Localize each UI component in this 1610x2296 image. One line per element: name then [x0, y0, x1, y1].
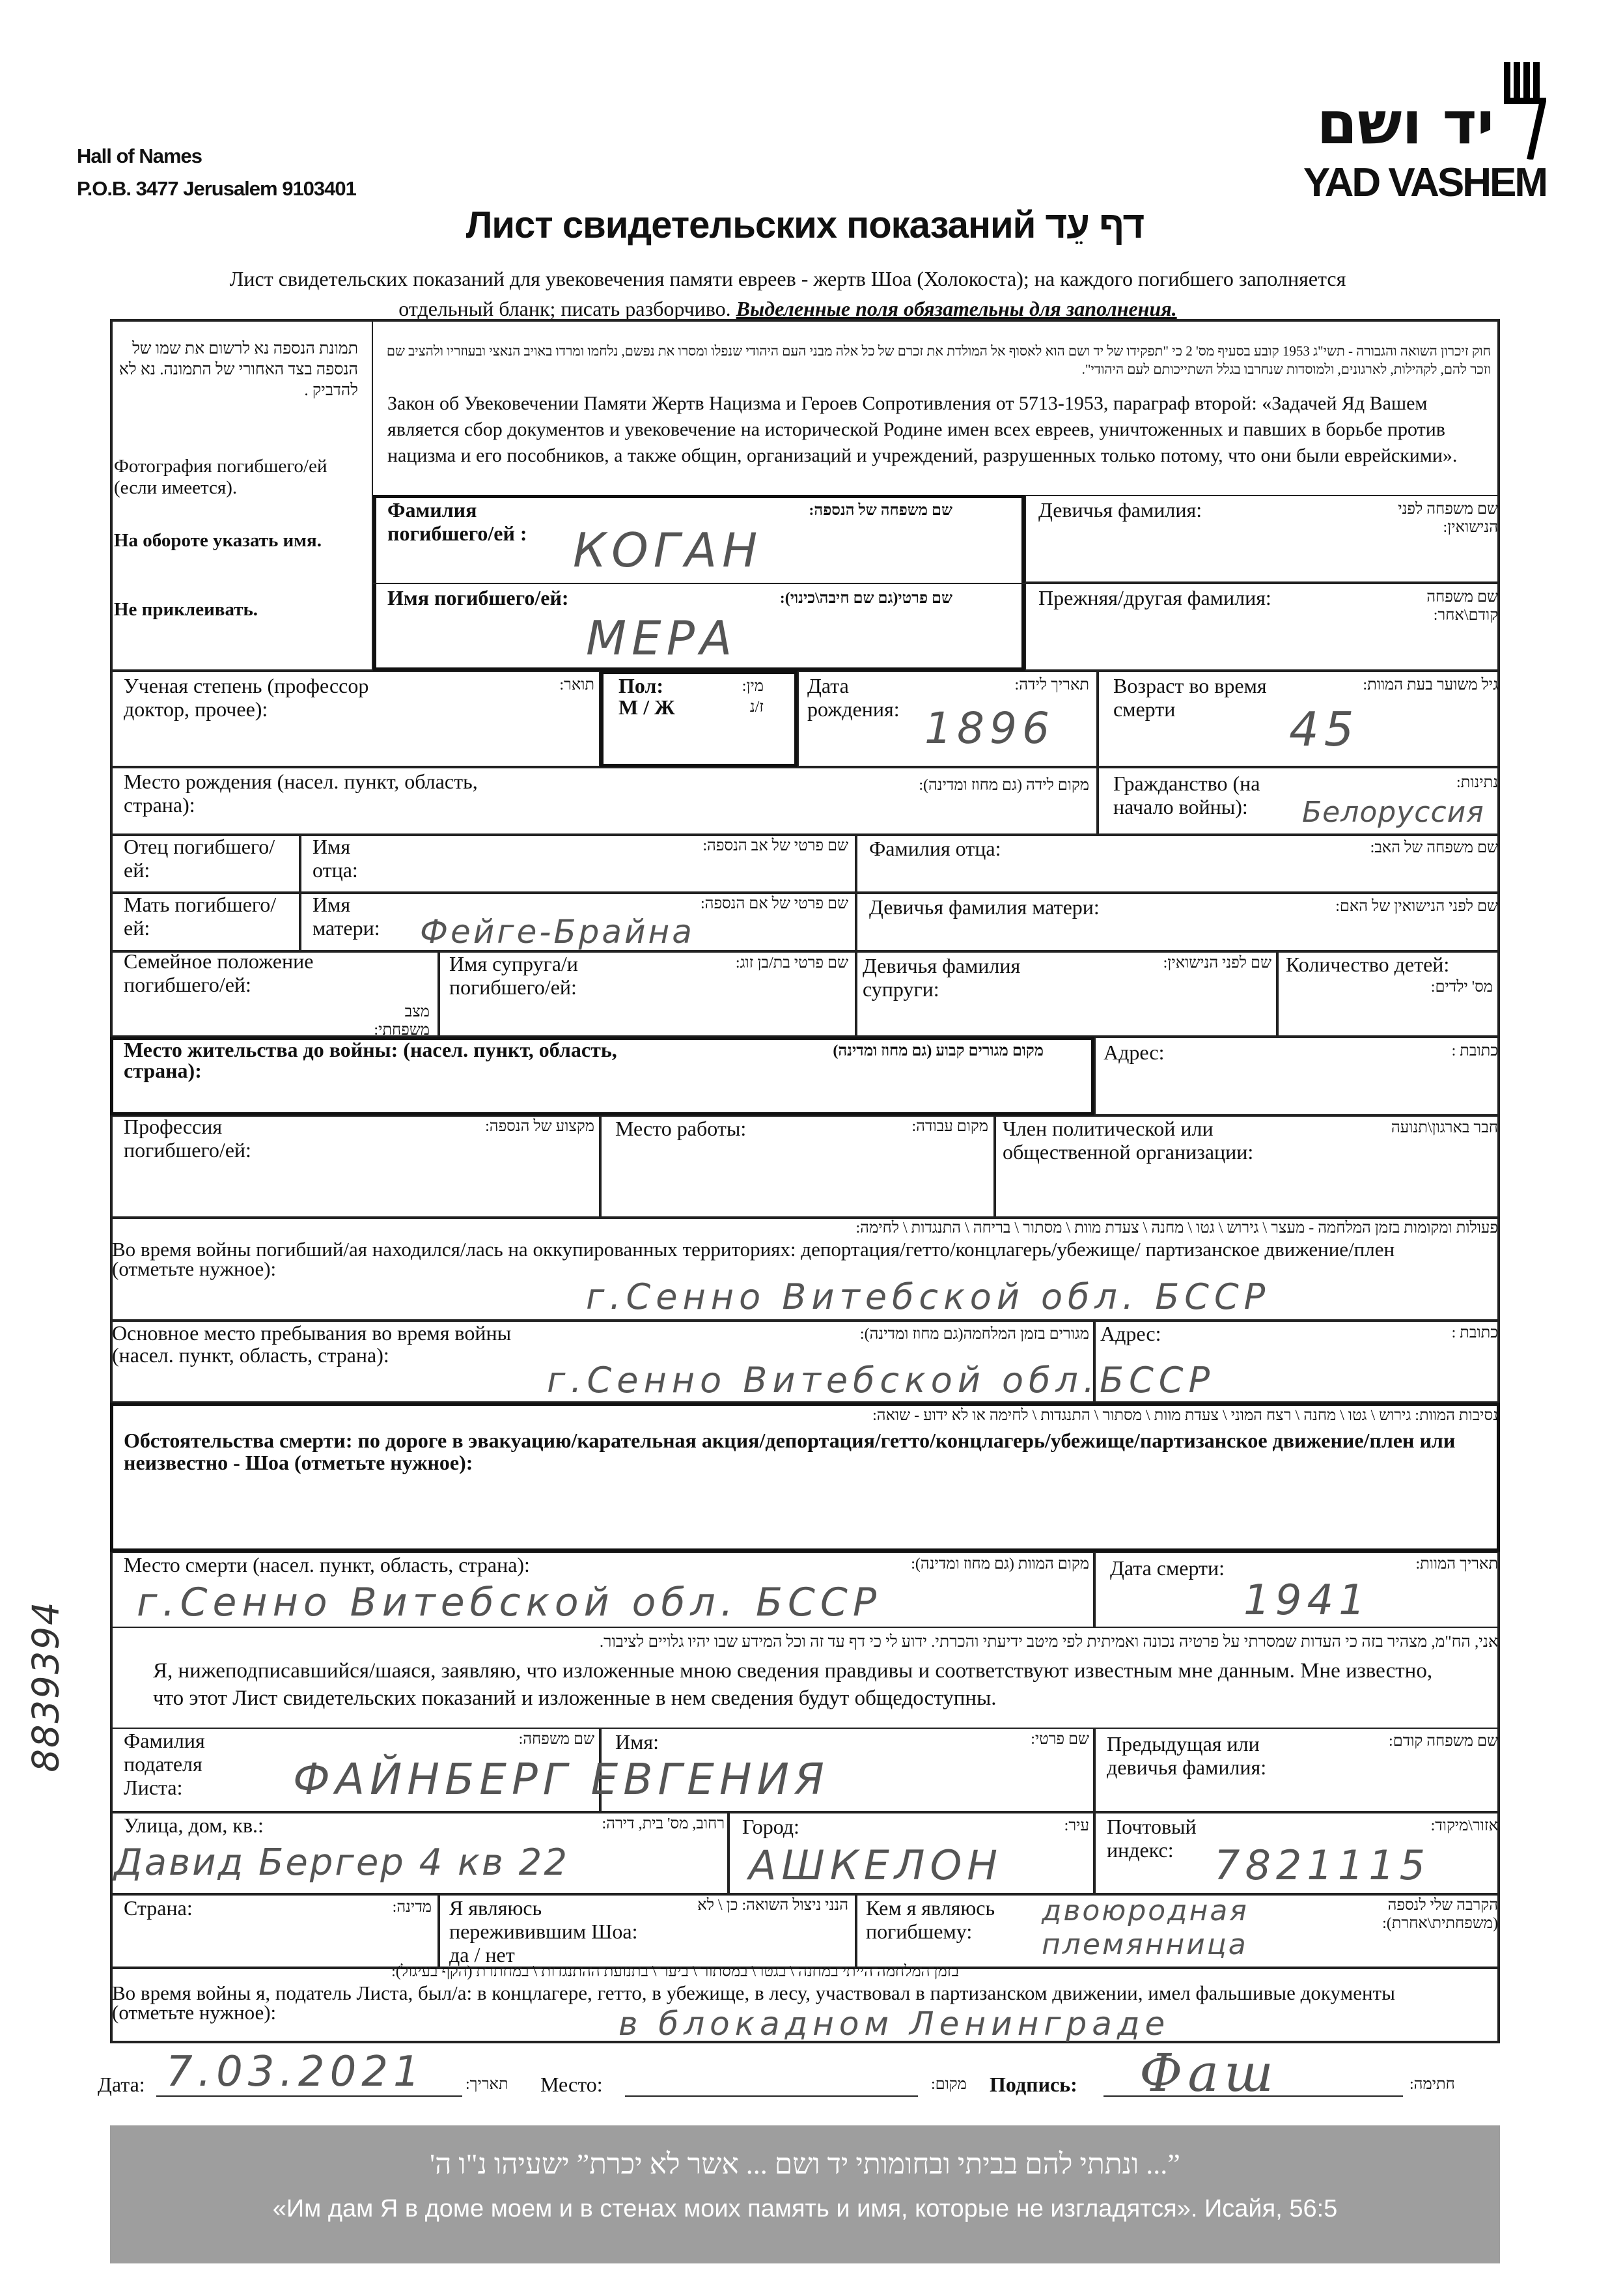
country-hebrew: מדינה: — [392, 1899, 432, 1916]
name-value[interactable]: МЕРА — [586, 611, 738, 665]
logo-hebrew: יד ושם — [1316, 89, 1494, 158]
father-surname-hebrew: שם משפחה של האב: — [1370, 839, 1498, 856]
father-name-label: Имя отца: — [312, 835, 358, 882]
date-label: Дата: — [98, 2073, 145, 2096]
workplace-hebrew: מקום עבודה: — [911, 1118, 988, 1135]
submitter-prev-label: Предыдущая или девичья фамилия: — [1107, 1732, 1267, 1779]
war-main-place-hebrew: מגורים בזמן המלחמה(גם מחוז ומדינה): — [859, 1326, 1089, 1343]
citizenship-hebrew: נתינות: — [1456, 774, 1498, 791]
relation-label: Кем я являюсь погибшему: — [866, 1896, 995, 1943]
workplace-label: Место работы: — [615, 1117, 747, 1140]
quote-hebrew: ”... ונתתי להם בביתי ובחומותי יד ושם ... אשר לא יכרת” ישעיהו נ"ו ה' — [430, 2148, 1180, 2180]
mother-maiden-hebrew: שם לפני הנישואין של האם: — [1335, 898, 1498, 915]
relation-value-line1[interactable]: двоюродная — [1042, 1894, 1249, 1927]
sex-hebrew: מין: — [742, 678, 764, 695]
street-label: Улица, дом, кв.: — [124, 1813, 264, 1837]
country-label: Страна: — [124, 1896, 193, 1920]
relation-value-line2[interactable]: племянница — [1042, 1928, 1248, 1961]
dob-value[interactable]: 1896 — [924, 703, 1055, 753]
signature: Фаш — [1139, 2043, 1279, 2103]
sex-hebrew-options: ז/נ — [749, 699, 764, 716]
spouse-maiden-hebrew: שם לפני הנישואין: — [1163, 955, 1271, 972]
residence-label: Место жительства до войны: (насел. пункт, область, страна): — [124, 1038, 617, 1082]
membership-label: Член политической или общественной организации: — [1003, 1117, 1254, 1164]
name-hebrew: שם פרטי(גם שם חיבה\כינוי): — [779, 590, 952, 607]
law-russian: Закон об Увековечении Памяти Жертв Нацизма и Героев Сопротивления от 5713-1953, параграф второй: «Задачей Яд Вашем является сбор документов и увековечение на исторической Родине имен всех евреев, уничтоженных и павших в борьбе против нацизма и его пособников, а также общин, организаций и учреждений, разрушенных только потому, что они были еврейскими». — [387, 393, 1458, 466]
surname-label: Фамилия погибшего/ей : — [387, 498, 527, 545]
citizenship-label: Гражданство (на начало войны): — [1113, 772, 1260, 819]
org-address: P.O.B. 3477 Jerusalem 9103401 — [77, 177, 356, 200]
marital-label: Семейное положение погибшего/ей: — [124, 949, 314, 996]
street-hebrew: רחוב, מס' בית, דירה: — [602, 1815, 725, 1832]
death-place-hebrew: מקום המוות (גם מחוז ומדינה): — [911, 1556, 1089, 1573]
submitter-surname-label: Фамилия подателя Листа: — [124, 1729, 205, 1799]
age-value[interactable]: 45 — [1289, 702, 1359, 757]
spouse-hebrew: שם פרטי בת/בן זוג: — [735, 955, 848, 972]
spouse-maiden-label: Девичья фамилия супруги: — [863, 954, 1021, 1001]
father-name-hebrew: שם פרטי של אב הנספה: — [702, 837, 848, 854]
membership-hebrew: חבר בארגון\תנועה — [1391, 1119, 1498, 1136]
father-label: Отец погибшего/ей: — [124, 835, 275, 882]
death-place-value[interactable]: г.Сенно Витебской обл. БССР — [137, 1580, 882, 1625]
war-activities-label: Во время войны погибший/ая находился/лась на оккупированных территориях: депортация/гетто/концлагерь/убежище/ партизанское движение/плен (отметьте нужное): — [112, 1238, 1395, 1280]
war-activities-hebrew: פעולות ומקומות בזמן המלחמה - מעצר \ גירוש \ גטו \ מחנה \ צעדת מוות \ מסתור \ בריחה \ התנגדות \ לחימה: — [855, 1220, 1498, 1237]
mother-name-label: Имя матери: — [312, 893, 380, 940]
residence-address-label: Адрес: — [1103, 1041, 1165, 1064]
logo-latin: YAD VASHEM — [1303, 160, 1546, 205]
surname-hebrew: שם משפחה של הנספה: — [809, 502, 952, 519]
survivor-hebrew: הנני ניצול השואה: כן \ לא — [697, 1897, 848, 1914]
spouse-label: Имя супруга/и погибшего/ей: — [449, 952, 578, 999]
degree-label: Ученая степень (профессор доктор, прочее): — [124, 674, 369, 721]
photo-label: Фотография погибшего/ей (если имеется). — [114, 456, 327, 498]
intro-body: Лист свидетельских показаний для увековечения памяти евреев - жертв Шоа (Холокоста); на каждого погибшего заполняется отдельный бланк; писать разборчиво. — [229, 267, 1346, 320]
relation-hebrew: הקרבה שלי לנספה (משפחתית\אחרת): — [1382, 1897, 1498, 1932]
death-circumstances-field[interactable] — [110, 1403, 1500, 1552]
submitter-war-value[interactable]: в блокадном Ленинграде — [618, 2005, 1171, 2043]
death-date-hebrew: תאריך המוות: — [1415, 1556, 1498, 1573]
place-label: Место: — [540, 2073, 603, 2096]
war-address-hebrew: כתובת : — [1451, 1324, 1498, 1341]
name-label: Имя погибшего/ей: — [387, 586, 569, 609]
zip-label: Почтовый индекс: — [1107, 1815, 1197, 1862]
intro-text — [221, 264, 1354, 324]
quote-banner — [110, 2125, 1500, 2263]
date-hebrew: תאריך: — [465, 2076, 508, 2093]
citizenship-value[interactable]: Белоруссия — [1302, 796, 1484, 829]
flame-icon — [1501, 62, 1546, 160]
death-circumstances-label: Обстоятельства смерти: по дороге в эвакуацию/карательная акция/депортация/гетто/концлагерь/убежище/партизанское движение/плен или неизвестно - Шоа (отметьте нужное): — [124, 1429, 1456, 1474]
submitter-name-label: Имя: — [615, 1730, 659, 1754]
father-surname-label: Фамилия отца: — [869, 837, 1001, 860]
other-name-hebrew: שם משפחה קודם\אחר: — [1426, 589, 1498, 624]
place-hebrew: מקום: — [931, 2076, 967, 2093]
death-circumstances-hebrew: נסיבות המוות: גירוש \ גטו \ מחנה \ רצח המוני \ צעדת מוות \ מסתור \ התנגדות \ לחימה או לא ידוע - שואה: — [872, 1407, 1498, 1424]
signature-label: Подпись: — [990, 2073, 1077, 2096]
maiden-hebrew: שם משפחה לפני הנישואין: — [1398, 501, 1498, 536]
maiden-label: Девичья фамилия: — [1038, 498, 1202, 522]
submitter-prev-hebrew: שם משפחה קודם: — [1389, 1733, 1498, 1750]
survivor-label: Я являюсь переживившим Шоа: да / нет — [449, 1896, 638, 1967]
law-hebrew: חוק זיכרון השואה והגבורה - תשי"ג 1953 קובע בסעיף מס' 2 כי "תפקידו של יד ושם הוא לאסוף אל המולדת את זכרם של כל אלה מבני העם היהודי שנפלו ומסרו את נפשם, נלחמו ומרדו באויב הנאצי ובעוזריו ולהציב שם וזכר להם, לקהילות, לארגונים, ולמוסדות שנחרבו בגלל השתייכותם לעם היהודי". — [386, 343, 1491, 377]
declaration-hebrew: אני, הח"מ, מצהיר בזה כי העדות שמסרתי על פרטיה נכונה ואמיתית לפי מיטב ידיעתי והכרתי. ידוע לי כי דף עד זה וכל המידע שבו יהיו גלויים לציבור. — [599, 1633, 1498, 1651]
street-value[interactable]: Давид Бергер 4 кв 22 — [114, 1841, 569, 1884]
birthplace-label: Место рождения (насел. пункт, область, страна): — [124, 770, 478, 817]
photo-note-hebrew: תמונת הנספה נא לרשום את שמו של הנספה בצד האחורי של התמונה. נא לא להדביק . — [118, 340, 358, 399]
mother-maiden-label: Девичья фамилия матери: — [869, 895, 1100, 919]
sex-label: Пол: — [618, 674, 664, 697]
submitter-name-hebrew: שם פרטי: — [1031, 1731, 1089, 1748]
surname-value[interactable]: КОГАН — [573, 523, 763, 578]
city-label: Город: — [742, 1815, 799, 1838]
zip-value[interactable]: 7821115 — [1214, 1841, 1431, 1889]
submitter-full-name[interactable]: ФАЙНБЕРГ ЕВГЕНИЯ — [293, 1754, 829, 1804]
mother-label: Мать погибшего/ей: — [124, 893, 277, 940]
war-address-label: Адрес: — [1100, 1322, 1161, 1345]
zip-hebrew: אזור\מיקוד: — [1430, 1817, 1498, 1834]
degree-hebrew: תואר: — [559, 677, 594, 693]
death-date-label: Дата смерти: — [1110, 1556, 1225, 1580]
death-place-label: Место смерти (насел. пункт, область, страна): — [124, 1553, 530, 1576]
dob-hebrew: תאריך לידה: — [1014, 677, 1089, 693]
mother-name-value[interactable]: Фейге-Брайна — [420, 913, 695, 951]
page-title: Лист свидетельских показаний דף עֵד — [465, 204, 1145, 246]
other-name-label: Прежняя/другая фамилия: — [1038, 586, 1271, 609]
city-hebrew: עיר: — [1064, 1817, 1089, 1834]
submitter-surname-hebrew: שם משפחה: — [518, 1731, 594, 1748]
mother-name-hebrew: שם פרטי של אם הנספה: — [700, 895, 848, 912]
children-hebrew: מס' ילדים: — [1430, 979, 1493, 996]
submitter-war-label: Во время войны я, податель Листа, был/а: в концлагере, гетто, в убежище, в лесу, участвовал в партизанском движении, имел фальшивые документы (отметьте нужное): — [112, 1981, 1395, 2024]
declaration-text: Я, нижеподписавшийся/шаяся, заявляю, что изложенные мною сведения правдивы и соответствуют известным мне данным. Мне известно, что этот Лист свидетельских показаний и изложенные в нем сведения будут общедоступны. — [153, 1659, 1433, 1710]
age-label: Возраст во время смерти — [1113, 674, 1267, 721]
side-reference-number: 8839394 — [25, 1601, 68, 1772]
age-hebrew: גיל משוער בעת המוות: — [1363, 677, 1498, 693]
photo-note-name: На обороте указать имя. — [114, 530, 322, 551]
residence-hebrew: מקום מגורים קבוע (גם מחוז ומדינה) — [833, 1043, 1044, 1059]
divider — [373, 583, 1025, 584]
dob-label: Дата рождения: — [807, 674, 900, 721]
profession-label: Профессия погибшего/ей: — [124, 1115, 251, 1162]
children-label: Количество детей: — [1286, 953, 1450, 976]
city-value[interactable]: АШКЕЛОН — [749, 1841, 1003, 1889]
war-activities-value[interactable]: г.Сенно Витебской обл. БССР — [586, 1276, 1271, 1317]
org-name: Hall of Names — [77, 145, 202, 167]
place-line[interactable] — [625, 2095, 918, 2097]
quote-russian: «Им дам Я в доме моем и в стенах моих память и имя, которые не изгладятся». Исайя, 56:5 — [272, 2195, 1338, 2222]
war-main-place-label: Основное место пребывания во время войны (насел. пункт, область, страна): — [112, 1321, 512, 1367]
date-value[interactable]: 7.03.2021 — [166, 2048, 425, 2096]
war-main-place-value[interactable]: г.Сенно Витебской обл.БССР — [547, 1360, 1215, 1401]
sex-options: М / Ж — [618, 695, 675, 719]
profession-hebrew: מקצוע של הנספה: — [485, 1118, 594, 1135]
death-date-value[interactable]: 1941 — [1243, 1576, 1370, 1625]
submitter-war-hebrew: בזמן המלחמה הייתי במחנה \ בגטו \ במסתור \ ביער \ בתנועת ההתנגדות \ במחתרת (הקף בעיגול): — [391, 1963, 959, 1980]
marital-hebrew: מצב משפחתי: — [374, 1003, 430, 1039]
residence-address-hebrew: כתובת : — [1451, 1043, 1498, 1059]
birthplace-hebrew: מקום לידה (גם מחוז ומדינה): — [919, 777, 1089, 794]
intro-emphasis: Выделенные поля обязательны для заполнения. — [736, 297, 1177, 320]
photo-note-noglue: Не приклеивать. — [114, 599, 258, 620]
signature-hebrew: חתימה: — [1409, 2076, 1455, 2093]
